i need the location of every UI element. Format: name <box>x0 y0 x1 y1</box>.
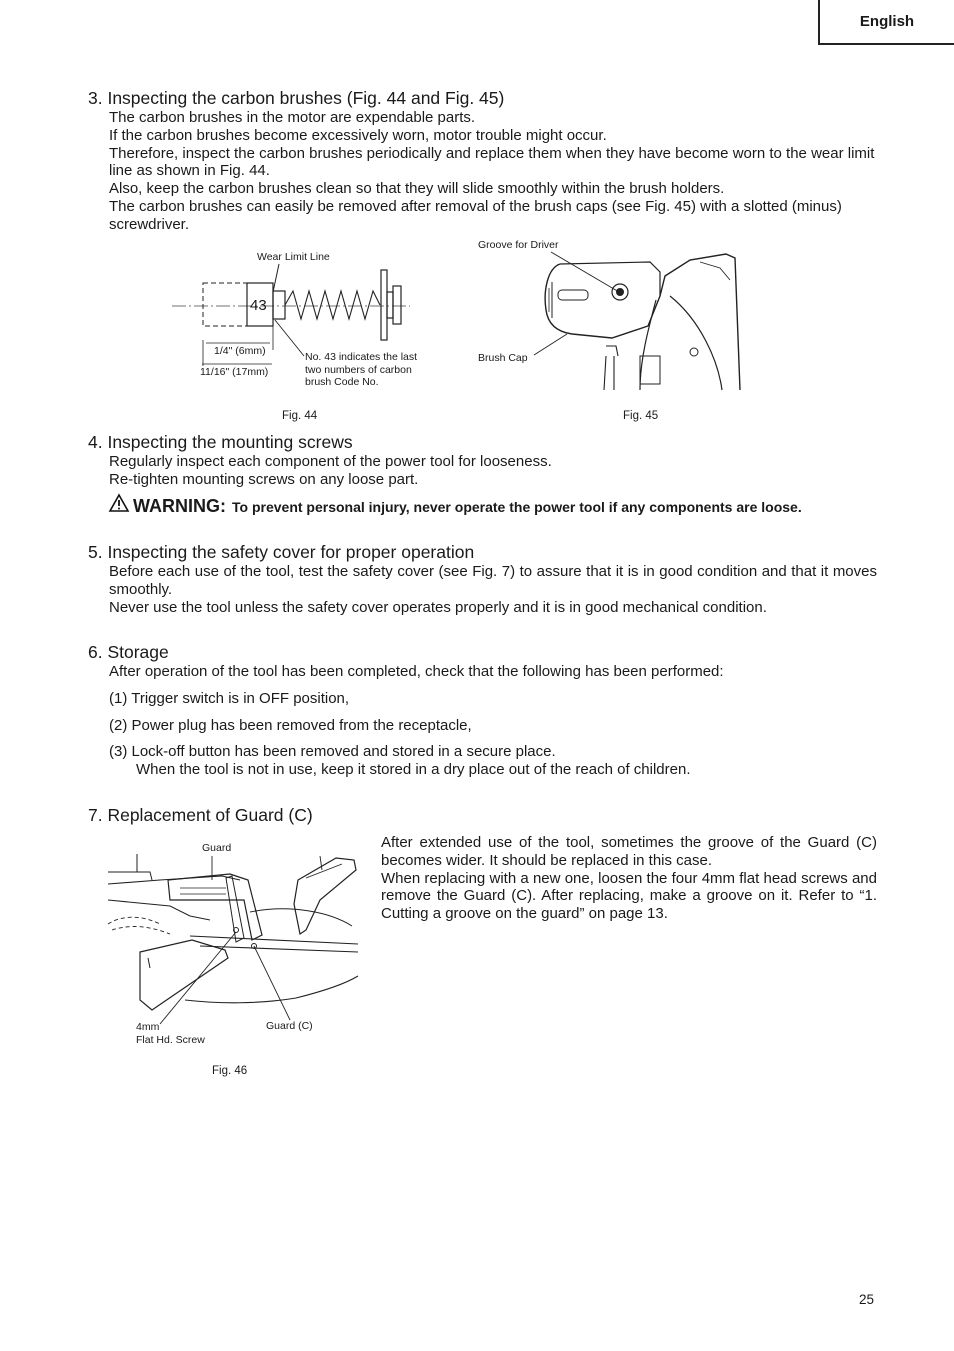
fig-46-caption: Fig. 46 <box>212 1065 248 1077</box>
page-number: 25 <box>859 1292 875 1307</box>
section-5-heading: 5. Inspecting the safety cover for proper operation <box>88 542 475 562</box>
section-3-line: The carbon brushes can easily be removed after removal of the brush caps (see Fig. 45) with a slotted (minus) screwdriver. <box>109 197 842 233</box>
note-line: two numbers of carbon <box>305 363 412 376</box>
section-7-line: After extended use of the tool, sometimes the groove of the Guard (C) becomes wider. It should be replaced in this case. <box>381 834 877 869</box>
guard-label: Guard <box>202 842 232 854</box>
section-4-line: Re-tighten mounting screws on any loose part. <box>109 470 419 488</box>
screw-label-line: 4mm <box>136 1021 160 1033</box>
section-4-line: Regularly inspect each component of the power tool for looseness. <box>109 453 552 470</box>
section-7-heading: 7. Replacement of Guard (C) <box>88 805 313 825</box>
screw-label <box>136 1021 205 1046</box>
section-5-line: Before each use of the tool, test the safety cover (see Fig. 7) to assure that it is in good condition and that it moves smoothly. <box>109 563 877 598</box>
section-3-line: The carbon brushes in the motor are expendable parts. <box>109 109 476 126</box>
fig-45-caption: Fig. 45 <box>623 410 659 422</box>
section-4-heading: 4. Inspecting the mounting screws <box>88 432 353 452</box>
section-3-line: If the carbon brushes become excessively worn, motor trouble might occur. <box>109 126 607 144</box>
section-5-line: Never use the tool unless the safety cover operates properly and it is in good mechanical condition. <box>109 598 767 616</box>
section-6-intro: After operation of the tool has been completed, check that the following has been performed: <box>109 663 724 680</box>
note-line: No. 43 indicates the last <box>305 351 418 363</box>
section-3-line: Also, keep the carbon brushes clean so that they will slide smoothly within the brush holders. <box>109 180 725 198</box>
section-7-line: When replacing with a new one, loosen the four 4mm flat head screws and remove the Guard (C). After replacing, make a groove on it. Refer to “1. Cutting a groove on the guard” on page 13. <box>381 869 877 923</box>
fig-44-caption: Fig. 44 <box>282 410 318 422</box>
screw-label-line: Flat Hd. Screw <box>136 1033 205 1046</box>
wear-limit-label: Wear Limit Line <box>257 251 330 263</box>
groove-label: Groove for Driver <box>478 239 559 251</box>
storage-item-2: (2) Power plug has been removed from the receptacle, <box>109 717 472 734</box>
warning-text: To prevent personal injury, never operate the power tool if any components are loose. <box>232 499 802 515</box>
storage-item-1: (1) Trigger switch is in OFF position, <box>109 690 350 707</box>
brush-cap-label: Brush Cap <box>478 352 528 364</box>
language-label: English <box>859 13 915 30</box>
storage-item-3: (3) Lock-off button has been removed and stored in a secure place. <box>109 743 556 760</box>
section-3-line: Therefore, inspect the carbon brushes periodically and replace them when they have become worn to the wear limit line as shown in Fig. 44. <box>109 144 875 180</box>
guard-c-label: Guard (C) <box>266 1020 313 1032</box>
note-line: brush Code No. <box>305 376 379 388</box>
section-6-heading: 6. Storage <box>88 642 169 662</box>
brush-code-number: 43 <box>250 297 267 314</box>
section-3-heading: 3. Inspecting the carbon brushes (Fig. 44 and Fig. 45) <box>88 88 505 108</box>
warning-label: WARNING: <box>133 496 226 516</box>
dimension-long: 11/16" (17mm) <box>200 366 269 378</box>
dimension-short: 1/4" (6mm) <box>214 345 266 357</box>
storage-note: When the tool is not in use, keep it stored in a dry place out of the reach of children. <box>136 761 691 778</box>
